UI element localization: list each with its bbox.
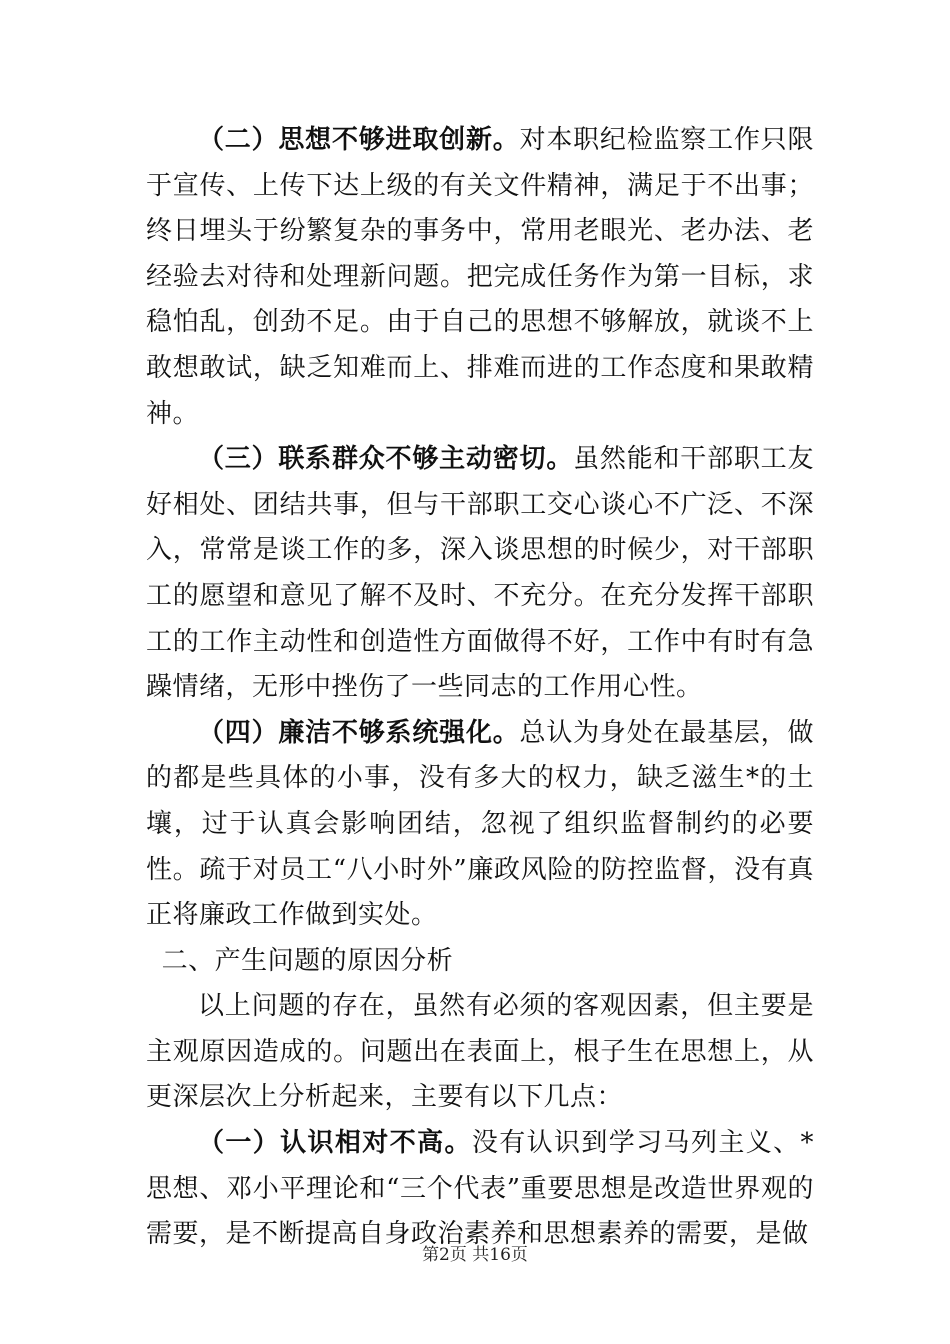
paragraph-lead: （三）联系群众不够主动密切。	[198, 444, 574, 475]
section-heading-text: 二、产生问题的原因分析	[161, 945, 454, 976]
paragraph-text: 总认为身处在最基层，做的都是些具体的小事，没有多大的权力，缺乏滋生*的土壤，过于认真会影响团结，忽视了组织监督制约的必要性。疏于对员工“八小时外”廉政风险的防控监督，没有真正将廉政工作做到实处。	[146, 717, 814, 931]
paragraph-thinking-innovation	[146, 118, 814, 437]
paragraph-lead: （一）认识相对不高。	[198, 1128, 472, 1159]
page-footer: 第2页 共16页	[422, 1245, 528, 1265]
paragraph-cause-intro	[146, 984, 814, 1121]
section-heading-cause-analysis	[146, 939, 814, 985]
paragraph-integrity	[146, 711, 814, 939]
paragraph-text: 没有认识到学习马列主义、*思想、邓小平理论和“三个代表”重要思想是改造世界观的需要，是不断提高自身政治素养和思想素养的需要，是做	[146, 1128, 814, 1250]
paragraph-lead: （二）思想不够进取创新。	[198, 125, 520, 155]
paragraph-text: 虽然能和干部职工友好相处、团结共事，但与干部职工交心谈心不广泛、不深入，常常是谈工作的多，深入谈思想的时候少，对干部职工的愿望和意见了解不及时、不充分。在充分发挥干部职工的工作主动性和创造性方面做得不好，工作中有时有急躁情绪，无形中挫伤了一些同志的工作用心性。	[146, 444, 814, 703]
paragraph-lead: （四）廉洁不够系统强化。	[198, 717, 520, 748]
paragraph-text: 对本职纪检监察工作只限于宣传、上传下达上级的有关文件精神，满足于不出事；终日埋头于纷繁复杂的事务中，常用老眼光、老办法、老经验去对待和处理新问题。把完成任务作为第一目标，求稳怕乱，创劲不足。由于自己的思想不够解放，就谈不上敢想敢试，缺乏知难而上、排难而进的工作态度和果敢精神。	[146, 125, 814, 429]
paragraph-mass-contact	[146, 437, 814, 711]
document-body	[146, 118, 814, 1258]
paragraph-text: 以上问题的存在，虽然有必须的客观因素，但主要是主观原因造成的。问题出在表面上，根子生在思想上，从更深层次上分析起来，主要有以下几点：	[146, 991, 814, 1113]
paragraph-awareness	[146, 1121, 814, 1258]
